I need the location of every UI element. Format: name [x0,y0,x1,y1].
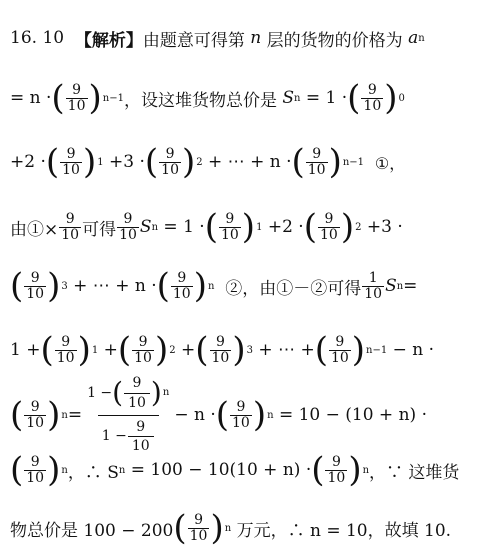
line-4: 由①× $\frac{9}{10}$ 可得 $\frac{9}{10}$ S n = 1 · ( $\frac{9}{10}$ ) 1 +2 · ( $\frac{9}{10}$ ) 2 +3 · [10,207,403,247]
line-7: ( $\frac{9}{10}$ ) n = 1 − ( $\frac{9}{10}$ ) n 1 − $\frac{9}{10}$ − n · ( $\frac{9}{10}$ ) n = 10 − (10 + n) · [10,375,473,455]
compound-fraction: 1 − ( $\frac{9}{10}$ ) n 1 − $\frac{9}{10}$ [83,372,173,458]
analysis-tag: 【解析】 [74,30,143,51]
line-6: 1 + ( $\frac{9}{10}$ ) 1 + ( $\frac{9}{10}$ ) 2 + ( $\frac{9}{10}$ ) 3 + ⋯ + ( $\frac{9}{10}$ ) n−1 − n · [10,330,435,370]
line-8: ( $\frac{9}{10}$ ) n ，∴ S n = 100 − 10(10 + n) · ( $\frac{9}{10}$ ) n ，∵ 这堆货 [10,450,460,490]
line-1: 16. 10 【解析】 由题意可得第 n 层的货物的价格为 a n [10,8,473,68]
line-2: = n · ( $\frac{9}{10}$ ) n−1 ，设这堆货物总价是 S n = 1 · ( $\frac{9}{10}$ ) 0 [10,78,405,118]
line-9: 物总价是 100 − 200 ( $\frac{9}{10}$ ) n 万元，∴ n = 10，故填 10. [10,508,452,548]
line-3: +2 · ( $\frac{9}{10}$ ) 1 +3 · ( $\frac{9}{10}$ ) 2 + ⋯ + n · ( $\frac{9}{10}$ ) n−1 ①， [10,142,406,182]
line-5: ( $\frac{9}{10}$ ) 3 + ⋯ + n · ( $\frac{9}{10}$ ) n ②，由①－②可得 $\frac{1}{10}$ S n = [10,266,418,306]
problem-number: 16. 10 [10,28,65,48]
